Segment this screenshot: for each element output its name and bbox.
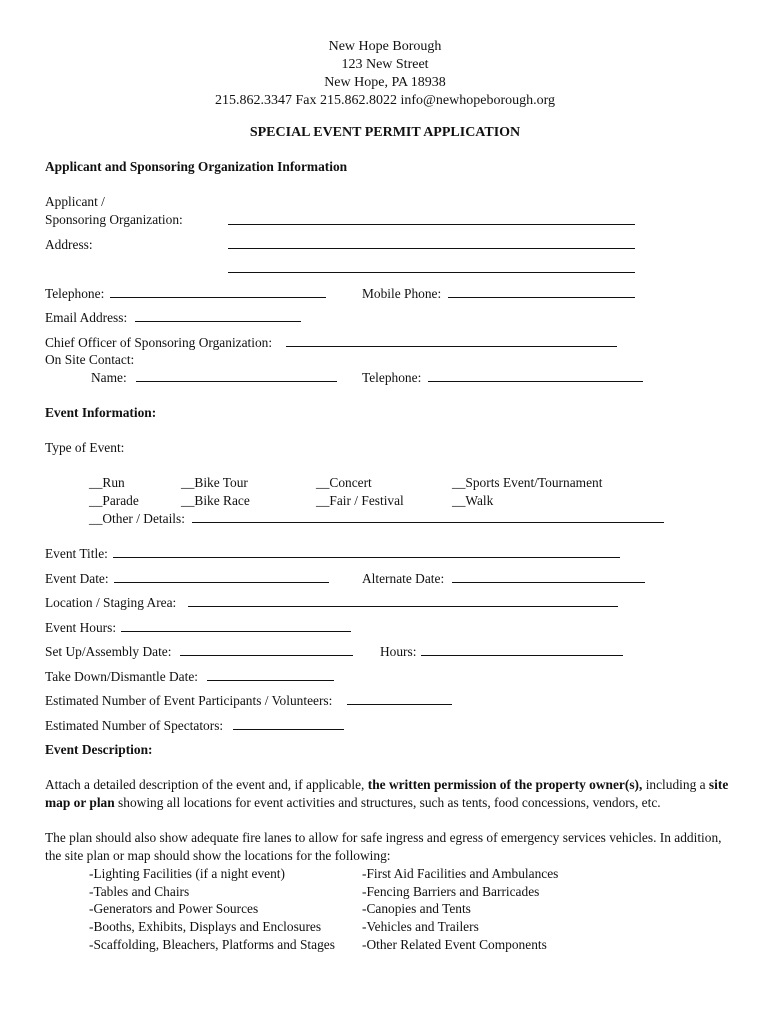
mobile-phone-field[interactable] — [448, 297, 635, 298]
setup-hours-label: Hours: — [380, 644, 417, 659]
email-label: Email Address: — [45, 310, 128, 325]
other-details-field[interactable] — [192, 522, 664, 523]
para1-bold-owner-permission: the written permission of the property owner(s), — [367, 777, 643, 792]
right-list-item: -Other Related Event Components — [362, 937, 547, 952]
alternate-date-field[interactable] — [452, 582, 645, 583]
onsite-telephone-field[interactable] — [428, 381, 643, 382]
event-date-field[interactable] — [114, 582, 329, 583]
setup-hours-field[interactable] — [421, 655, 623, 656]
sponsoring-org-label: Sponsoring Organization: — [45, 212, 183, 227]
description-section-heading: Event Description: — [45, 742, 153, 757]
participants-field[interactable] — [347, 704, 452, 705]
left-list-item: -Tables and Chairs — [89, 884, 190, 899]
right-list-item: -First Aid Facilities and Ambulances — [362, 866, 559, 881]
telephone-label: Telephone: — [45, 286, 105, 301]
event-section-heading: Event Information: — [45, 405, 157, 420]
org-name: New Hope Borough — [328, 39, 442, 54]
applicant-field[interactable] — [228, 224, 635, 225]
setup-date-field[interactable] — [180, 655, 353, 656]
telephone-field[interactable] — [110, 297, 326, 298]
takedown-date-label: Take Down/Dismantle Date: — [45, 669, 199, 684]
participants-label: Estimated Number of Event Participants / Volunteers: — [45, 693, 333, 708]
location-label: Location / Staging Area: — [45, 595, 177, 610]
onsite-name-field[interactable] — [136, 381, 337, 382]
address-label: Address: — [45, 237, 93, 252]
org-city: New Hope, PA 18938 — [324, 75, 446, 90]
left-list-item: -Booths, Exhibits, Displays and Enclosures — [89, 919, 322, 934]
event-title-field[interactable] — [113, 557, 620, 558]
event-type-concert[interactable]: __Concert — [316, 475, 372, 490]
event-type-bike-race[interactable]: __Bike Race — [181, 493, 250, 508]
para1-text-e: showing all locations for event activities and structures, such as tents, food concessions, vendors, etc. — [114, 795, 661, 810]
address-field-1[interactable] — [228, 248, 635, 249]
mobile-phone-label: Mobile Phone: — [362, 286, 442, 301]
email-field[interactable] — [135, 321, 301, 322]
applicant-section-heading: Applicant and Sponsoring Organization Information — [45, 159, 348, 174]
org-contact: 215.862.3347 Fax 215.862.8022 info@newhopeborough.org — [214, 93, 556, 108]
event-type-sports[interactable]: __Sports Event/Tournament — [452, 475, 603, 490]
left-list-item: -Generators and Power Sources — [89, 901, 259, 916]
chief-officer-field[interactable] — [286, 346, 617, 347]
event-type-walk[interactable]: __Walk — [452, 493, 494, 508]
event-title-label: Event Title: — [45, 546, 108, 561]
event-type-run[interactable]: __Run — [89, 475, 125, 490]
form-title: SPECIAL EVENT PERMIT APPLICATION — [249, 125, 521, 140]
address-field-2[interactable] — [228, 272, 635, 273]
onsite-telephone-label: Telephone: — [362, 370, 422, 385]
event-type-fair[interactable]: __Fair / Festival — [316, 493, 404, 508]
setup-date-label: Set Up/Assembly Date: — [45, 644, 172, 659]
location-field[interactable] — [188, 606, 618, 607]
takedown-date-field[interactable] — [207, 680, 334, 681]
onsite-contact-label: On Site Contact: — [45, 352, 135, 367]
left-list-item: -Scaffolding, Bleachers, Platforms and Stages — [89, 937, 335, 952]
event-type-label: Type of Event: — [45, 440, 125, 455]
left-list-item: -Lighting Facilities (if a night event) — [89, 866, 285, 881]
event-type-parade[interactable]: __Parade — [89, 493, 139, 508]
event-hours-field[interactable] — [121, 631, 351, 632]
org-street: 123 New Street — [341, 57, 429, 72]
event-type-bike-tour[interactable]: __Bike Tour — [181, 475, 248, 490]
spectators-field[interactable] — [233, 729, 344, 730]
onsite-name-label: Name: — [91, 370, 127, 385]
para1-text-c: including a — [642, 777, 709, 792]
spectators-label: Estimated Number of Spectators: — [45, 718, 224, 733]
chief-officer-label: Chief Officer of Sponsoring Organization: — [45, 335, 273, 350]
event-hours-label: Event Hours: — [45, 620, 117, 635]
event-date-label: Event Date: — [45, 571, 109, 586]
right-list-item: -Vehicles and Trailers — [362, 919, 479, 934]
para1-text-a: Attach a detailed description of the event and, if applicable, — [45, 777, 368, 792]
para1-bold-site-map: site map or plan — [45, 777, 729, 810]
description-paragraph-2: The plan should also show adequate fire lanes to allow for safe ingress and egress of emergency services vehicles. In addition, the site plan or map should show the locations for the following: — [45, 830, 722, 863]
description-paragraph-1 — [45, 776, 735, 812]
right-list-item: -Fencing Barriers and Barricades — [362, 884, 540, 899]
event-type-other[interactable]: __Other / Details: — [89, 511, 185, 526]
right-list-item: -Canopies and Tents — [362, 901, 471, 916]
alternate-date-label: Alternate Date: — [362, 571, 445, 586]
applicant-label: Applicant / — [45, 194, 105, 209]
